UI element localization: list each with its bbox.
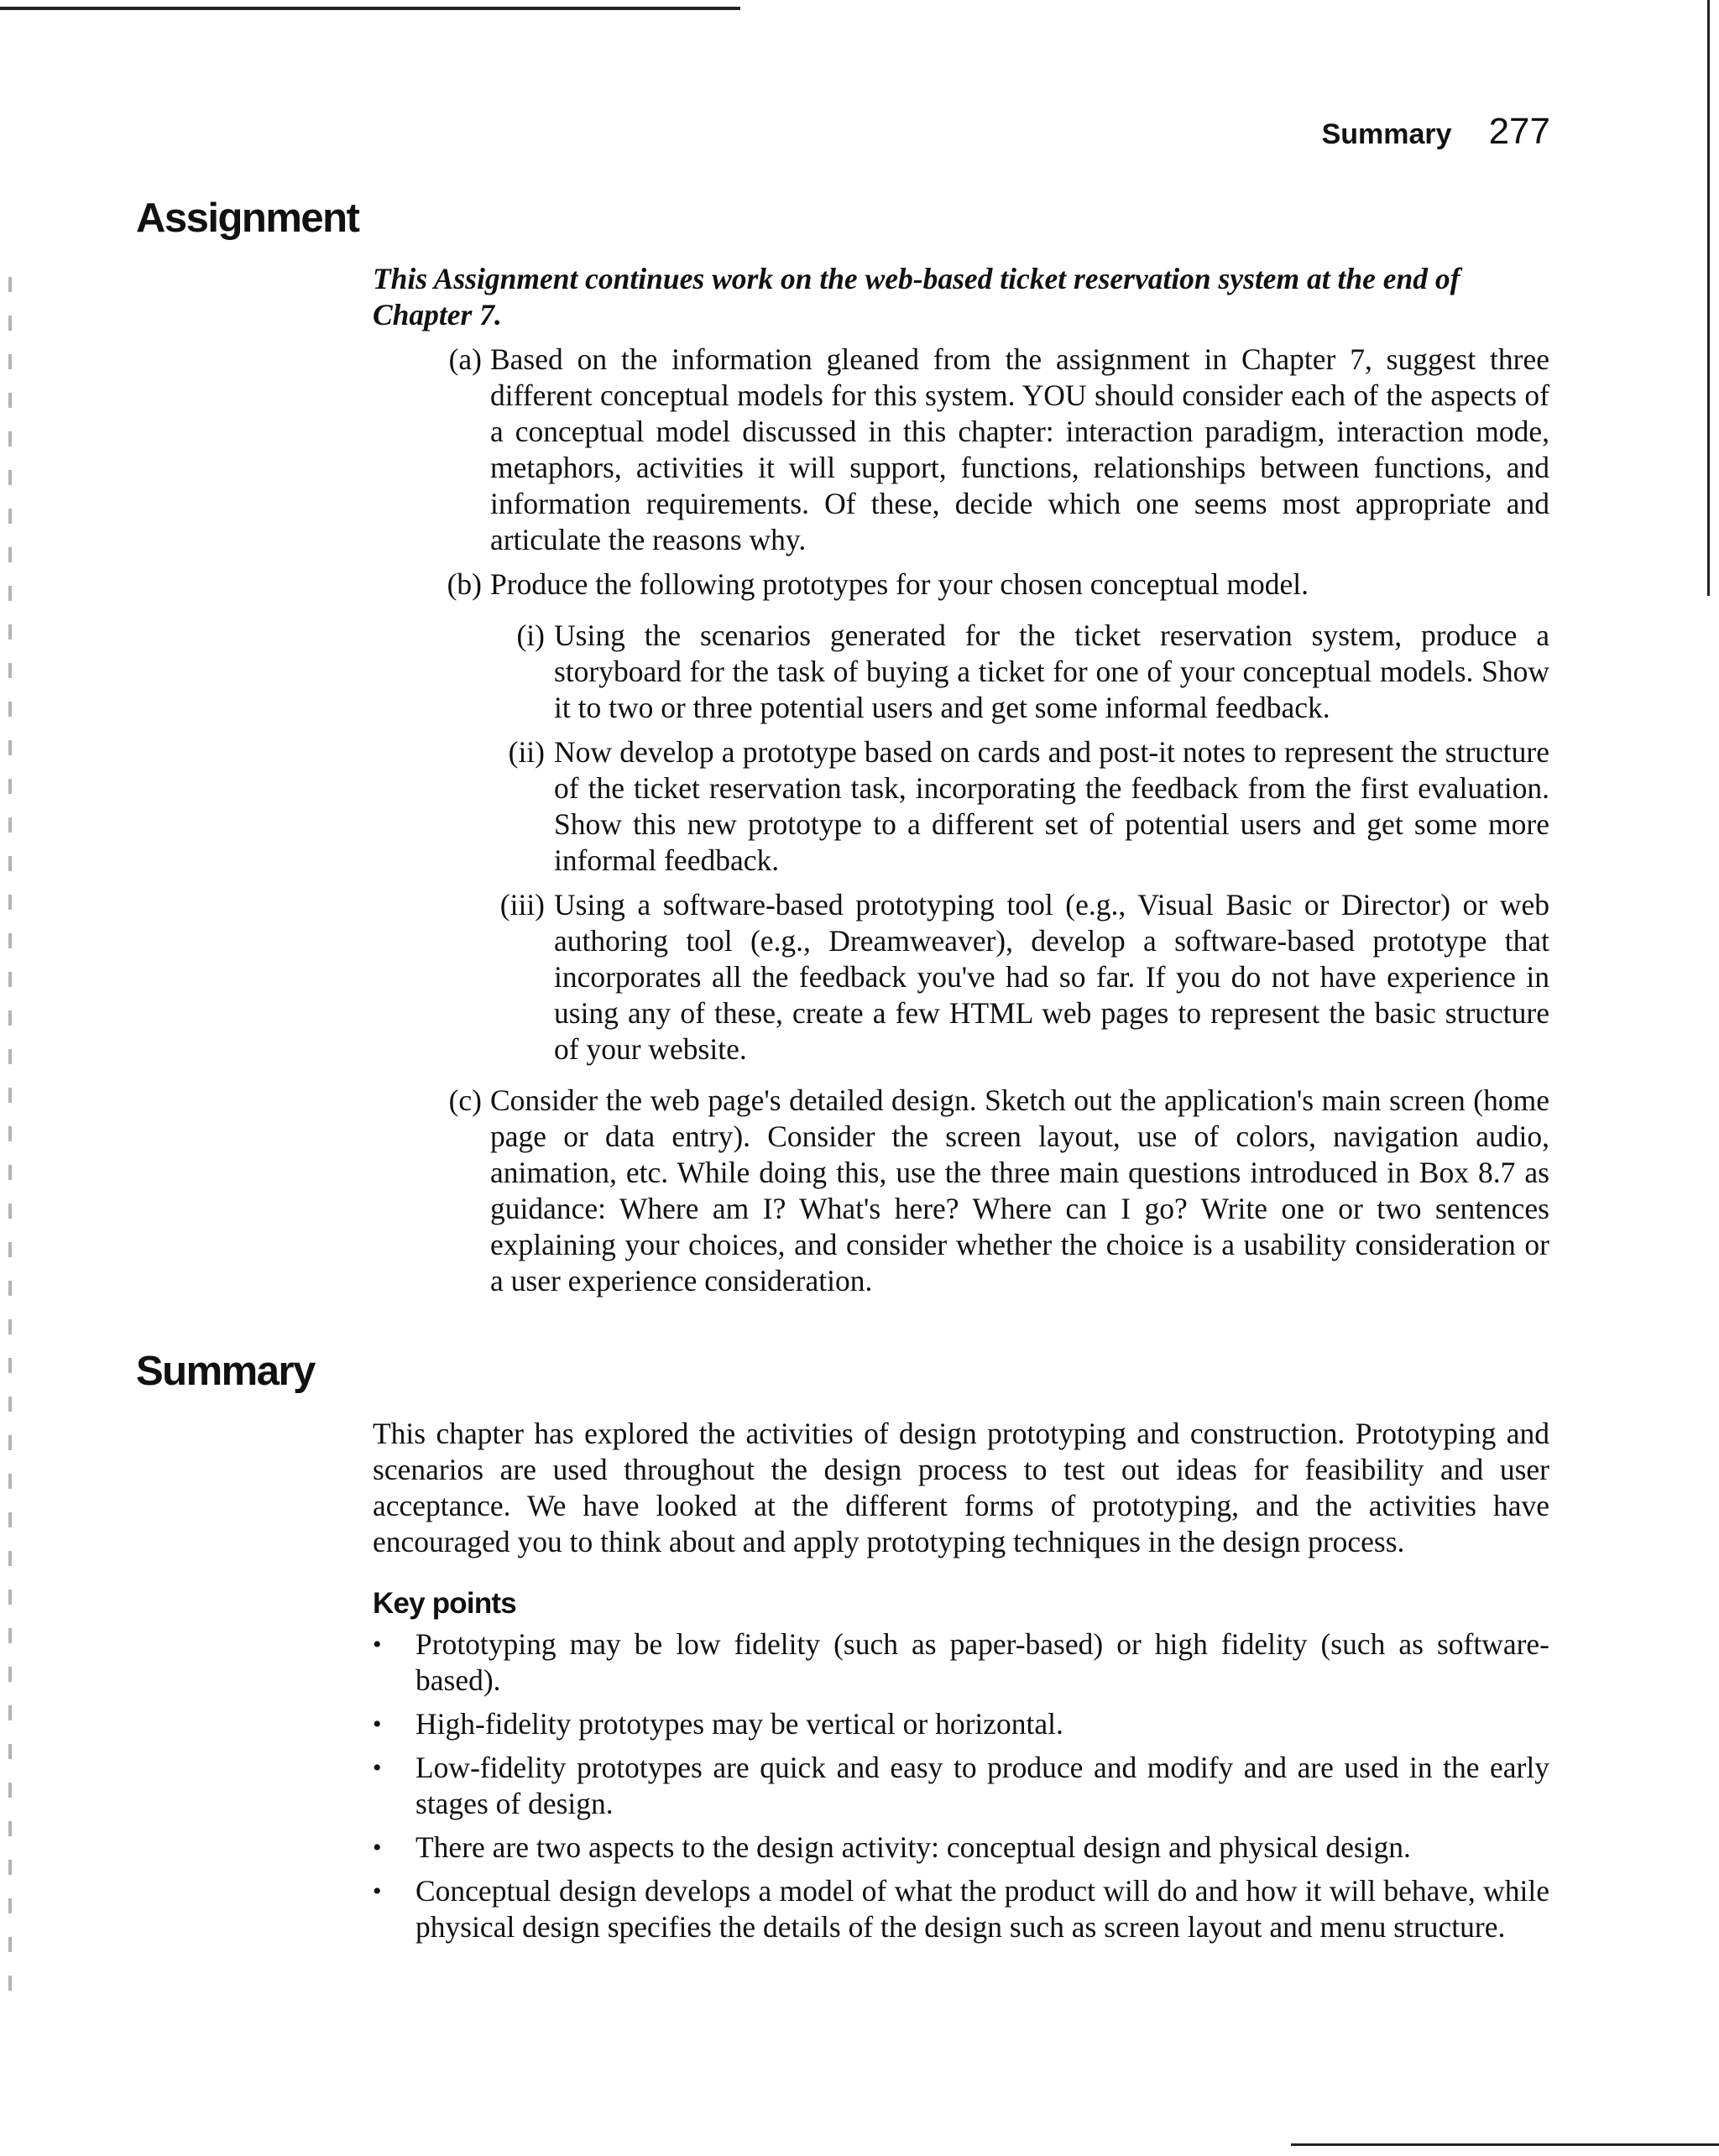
key-point-text: Conceptual design develops a model of what the product will do and how it will behave, while physical design specifies the details of the design such as screen layout and menu structure. (415, 1874, 1549, 1944)
right-edge-rule (1707, 0, 1710, 596)
item-marker: (a) (448, 342, 482, 376)
subitem-ii (373, 734, 1549, 879)
summary-heading: Summary (136, 1349, 315, 1394)
assignment-item-a (373, 342, 1549, 558)
summary-paragraph: This chapter has explored the activities of design prototyping and construction. Prototyping and scenarios are used throughout the design process to test out ideas for feasibility and user acceptance. We have looked at the different forms of prototyping, and the activities have encouraged you to think about and apply prototyping techniques in the design process. (373, 1417, 1549, 1558)
page-number: 277 (1488, 111, 1550, 152)
key-point-text: Low-fidelity prototypes are quick and easy to produce and modify and are used in the early stages of design. (415, 1751, 1549, 1820)
subitem-text: Now develop a prototype based on cards and post-it notes to represent the structure of the ticket reservation task, incorporating the feedback from the first evaluation. Show this new prototype to a different set of potential users and get some more informal feedback. (554, 735, 1549, 877)
assignment-heading: Assignment (136, 196, 359, 241)
item-text: Based on the information gleaned from the assignment in Chapter 7, suggest three different conceptual models for this system. YOU should consider each of the aspects of a conceptual model discussed in this chapter: interaction paradigm, interaction mode, metaphors, activities it will support, functions, relationships between functions, and information requirements. Of these, decide which one seems most appropriate and articulate the reasons why. (490, 342, 1549, 556)
key-point (373, 1626, 1549, 1699)
subitem-i (373, 618, 1549, 726)
summary-body (373, 1416, 1549, 1953)
key-point (373, 1830, 1549, 1866)
assignment-intro: This Assignment continues work on the web-based ticket reservation system at the end of Chapter 7. (373, 262, 1460, 331)
top-rule (0, 7, 740, 10)
key-points-heading: Key points (373, 1587, 516, 1620)
running-head-section: Summary (1321, 118, 1452, 150)
item-marker: (b) (447, 567, 482, 601)
key-point (373, 1750, 1549, 1822)
key-point (373, 1873, 1549, 1945)
subitem-marker: (i) (516, 619, 545, 652)
assignment-body (373, 261, 1549, 1308)
scan-margin-marks (8, 277, 12, 1997)
subitem-text: Using a software-based prototyping tool (e.g., Visual Basic or Director) or web authoring tool (e.g., Dreamweaver), develop a software-based prototype that incorporates all the feedback you've had so far. If you do not have experience in using any of these, create a few HTML web pages to represent the basic structure of your website. (554, 888, 1549, 1066)
bullet-icon: • (373, 1834, 382, 1861)
subitem-text: Using the scenarios generated for the ticket reservation system, produce a storyboard for the task of buying a ticket for one of your conceptual models. Show it to two or three potential users and get some informal feedback. (554, 619, 1549, 724)
bullet-icon: • (373, 1754, 382, 1782)
bullet-icon: • (373, 1877, 382, 1905)
item-marker: (c) (448, 1083, 482, 1117)
bottom-rule (1291, 2143, 1719, 2146)
bullet-icon: • (373, 1710, 382, 1738)
bullet-icon: • (373, 1631, 382, 1658)
subitem-marker: (iii) (499, 888, 545, 921)
key-point-text: There are two aspects to the design activity: conceptual design and physical design. (415, 1830, 1411, 1864)
key-points-list (373, 1626, 1549, 1945)
assignment-item-b (373, 566, 1549, 603)
key-point-text: Prototyping may be low fidelity (such as paper-based) or high fidelity (such as software-based). (415, 1627, 1549, 1697)
prototype-subitems (373, 618, 1549, 1068)
item-text: Consider the web page's detailed design. Sketch out the application's main screen (home page or data entry). Consider the screen layout, use of colors, navigation audio, animation, etc. While doing this, use the three main questions introduced in Box 8.7 as guidance: Where am I? What's here? Where can I go? Write one or two sentences explaining your choices, and consider whether the choice is a usability consideration or a user experience consideration. (490, 1083, 1549, 1297)
subitem-marker: (ii) (508, 735, 545, 769)
subitem-iii (373, 887, 1549, 1068)
running-head (1322, 111, 1550, 153)
key-point-text: High-fidelity prototypes may be vertical or horizontal. (415, 1707, 1063, 1741)
key-point (373, 1706, 1549, 1742)
assignment-item-c (373, 1083, 1549, 1299)
item-text: Produce the following prototypes for your chosen conceptual model. (490, 567, 1309, 601)
